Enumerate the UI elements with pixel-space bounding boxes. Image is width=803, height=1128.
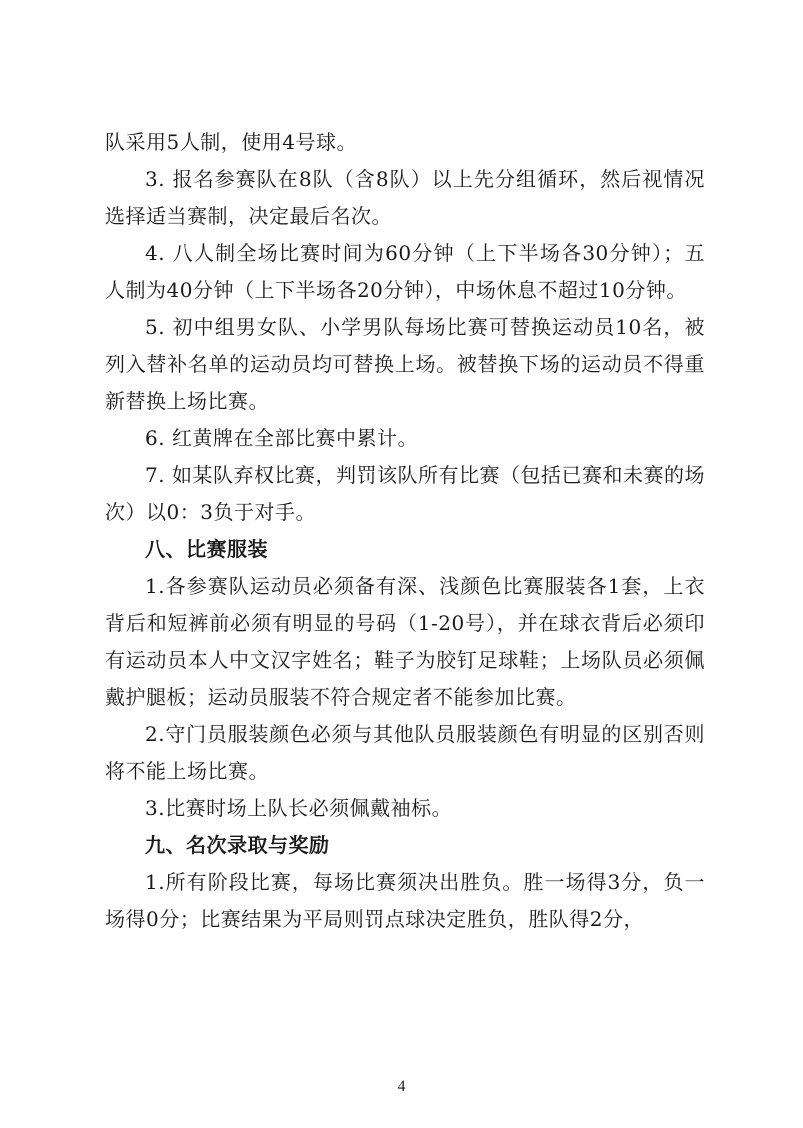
paragraph-continuation: 队采用5人制，使用4号球。 (105, 130, 357, 154)
paragraph-item-5: 5. 初中组男女队、小学男队每场比赛可替换运动员10名，被列入替补名单的运动员均可替换上场。被替换下场的运动员不得重新替换上场比赛。 (105, 315, 705, 413)
ranking-paragraph-1: 1.所有阶段比赛，每场比赛须决出胜负。胜一场得3分，负一场得0分；比赛结果为平局则罚点球决定胜负，胜队得2分， (105, 870, 705, 931)
section-heading-ranking: 九、名次录取与奖励 (145, 833, 330, 857)
uniform-paragraph-1: 1.各参赛队运动员必须备有深、浅颜色比赛服装各1套，上衣背后和短裤前必须有明显的号码（1-20号），并在球衣背后必须印有运动员本人中文汉字姓名；鞋子为胶钉足球鞋；上场队员必须佩戴护腿板；运动员服装不符合规定者不能参加比赛。 (105, 574, 705, 709)
paragraph-item-3: 3. 报名参赛队在8队（含8队）以上先分组循环，然后视情况选择适当赛制，决定最后名次。 (105, 167, 705, 228)
paragraph-item-6: 6. 红黄牌在全部比赛中累计。 (145, 426, 418, 450)
uniform-paragraph-2: 2.守门员服装颜色必须与其他队员服装颜色有明显的区别否则将不能上场比赛。 (105, 722, 705, 783)
page-number: 4 (397, 1078, 406, 1095)
document-body (105, 124, 705, 938)
paragraph-item-4: 4. 八人制全场比赛时间为60分钟（上下半场各30分钟）；五人制为40分钟（上下半场各20分钟），中场休息不超过10分钟。 (105, 241, 705, 302)
paragraph-item-7: 7. 如某队弃权比赛，判罚该队所有比赛（包括已赛和未赛的场次）以0：3负于对手。 (105, 463, 705, 524)
section-heading-uniform: 八、比赛服装 (145, 537, 268, 561)
uniform-paragraph-3: 3.比赛时场上队长必须佩戴袖标。 (145, 796, 453, 820)
